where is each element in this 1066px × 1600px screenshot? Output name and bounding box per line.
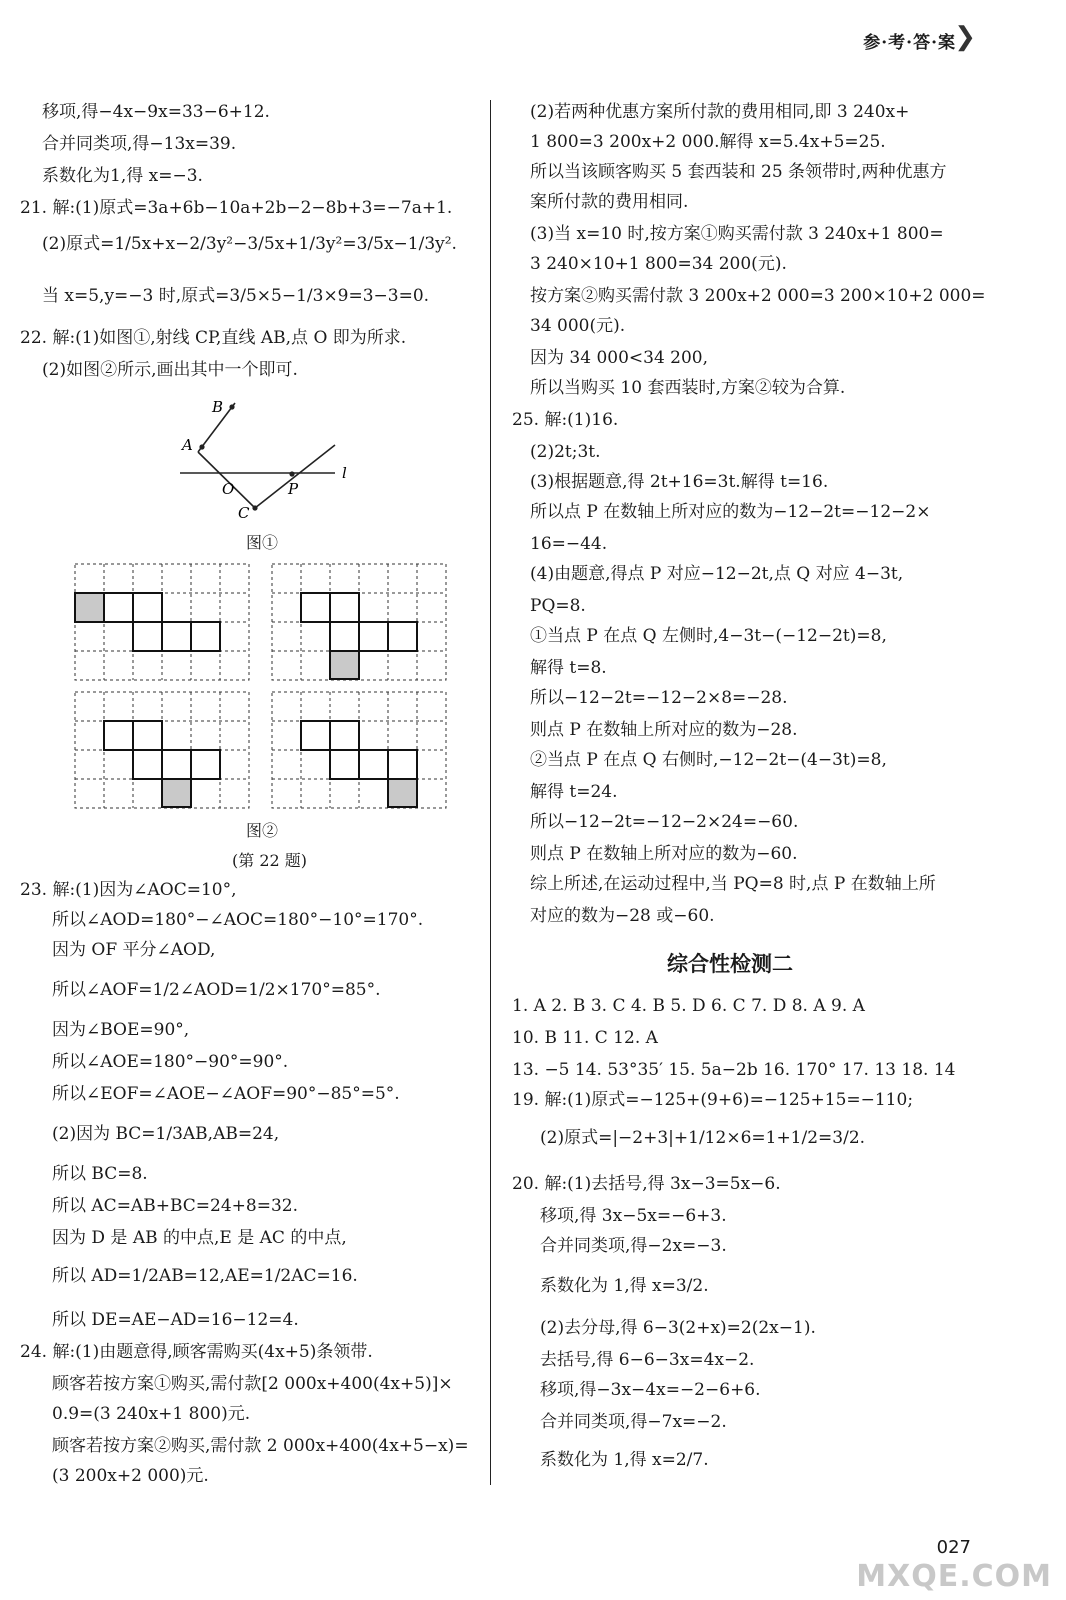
text-line: 所以−12−2t=−12−2×24=−60. [530, 812, 799, 832]
label-P: P [288, 480, 299, 498]
text-line: 16=−44. [530, 534, 608, 554]
answer-line: 去括号,得 6−6−3x=4x−2. [540, 1350, 755, 1370]
text-line: 22. 解:(1)如图①,射线 CP,直线 AB,点 O 即为所求. [20, 328, 407, 348]
label-l: l [342, 464, 347, 482]
text-line: 因为 D 是 AB 的中点,E 是 AC 的中点, [52, 1228, 347, 1248]
text-line: 解得 t=8. [530, 658, 607, 678]
text-line: PQ=8. [530, 596, 586, 616]
text-line: 因为 34 000<34 200, [530, 348, 709, 368]
text-line: (2)2t;3t. [530, 442, 601, 462]
label-O: O [222, 480, 235, 498]
answer-line: (2)原式=|−2+3|+1/12×6=1+1/2=3/2. [540, 1128, 866, 1148]
text-line: 所以 AD=1/2AB=12,AE=1/2AC=16. [52, 1266, 358, 1286]
answer-line: 10. B 11. C 12. A [512, 1028, 658, 1048]
text-line: (3)根据题意,得 2t+16=3t.解得 t=16. [530, 472, 829, 492]
header-title: 参·考·答·案 [863, 33, 956, 53]
text-line: ②当点 P 在点 Q 右侧时,−12−2t−(4−3t)=8, [530, 750, 887, 770]
text-line: 合并同类项,得−13x=39. [42, 134, 237, 154]
watermark-logo: MXQE.COM [856, 1559, 1052, 1594]
grid-1 [75, 564, 249, 680]
text-line: 24. 解:(1)由题意得,顾客需购买(4x+5)条领带. [20, 1342, 373, 1362]
grid-3 [75, 692, 249, 808]
chevron-right-icon: ❯ [954, 22, 976, 52]
text-line: 所以当购买 10 套西装时,方案②较为合算. [530, 378, 846, 398]
text-line: 解得 t=24. [530, 782, 618, 802]
label-A: A [182, 436, 193, 454]
text-line: 1 800=3 200x+2 000.解得 x=5.4x+5=25. [530, 132, 886, 152]
text-line: 所以 AC=AB+BC=24+8=32. [52, 1196, 298, 1216]
text-line: 顾客若按方案①购买,需付款[2 000x+400(4x+5)]× [52, 1374, 453, 1394]
text-line: ①当点 P 在点 Q 左侧时,4−3t−(−12−2t)=8, [530, 626, 887, 646]
answer-line: 系数化为 1,得 x=2/7. [540, 1450, 709, 1470]
text-line: 因为 OF 平分∠AOD, [52, 940, 216, 960]
text-line: 则点 P 在数轴上所对应的数为−60. [530, 844, 798, 864]
text-line: 21. 解:(1)原式=3a+6b−10a+2b−2−8b+3=−7a+1. [20, 198, 453, 218]
text-line: (2)因为 BC=1/3AB,AB=24, [52, 1124, 280, 1144]
text-line: (2)若两种优惠方案所付款的费用相同,即 3 240x+ [530, 102, 910, 122]
text-line: (3 200x+2 000)元. [52, 1466, 209, 1486]
text-line: 所以当该顾客购买 5 套西装和 25 条领带时,两种优惠方 [530, 162, 947, 182]
text-line: 所以 DE=AE−AD=16−12=4. [52, 1310, 299, 1330]
text-line: 所以∠AOD=180°−∠AOC=180°−10°=170°. [52, 910, 424, 930]
answer-line: 系数化为 1,得 x=3/2. [540, 1276, 709, 1296]
text-line: 则点 P 在数轴上所对应的数为−28. [530, 720, 798, 740]
text-line: 所以∠EOF=∠AOE−∠AOF=90°−85°=5°. [52, 1084, 400, 1104]
answer-line: 1. A 2. B 3. C 4. B 5. D 6. C 7. D 8. A 9. A [512, 996, 865, 1016]
figure-2 [70, 562, 450, 812]
text-line: 所以∠AOF=1/2∠AOD=1/2×170°=85°. [52, 980, 381, 1000]
text-line: 25. 解:(1)16. [512, 410, 619, 430]
answer-line: 移项,得 3x−5x=−6+3. [540, 1206, 727, 1226]
answer-line: 合并同类项,得−7x=−2. [540, 1412, 727, 1432]
text-line: 对应的数为−28 或−60. [530, 906, 715, 926]
text-line: (3)当 x=10 时,按方案①购买需付款 3 240x+1 800= [530, 224, 944, 244]
figure-2-caption: 图② [246, 821, 279, 840]
grid-4 [272, 692, 446, 808]
text-line: (4)由题意,得点 P 对应−12−2t,点 Q 对应 4−3t, [530, 564, 904, 584]
text-line: 0.9=(3 240x+1 800)元. [52, 1404, 251, 1424]
answer-line: 20. 解:(1)去括号,得 3x−3=5x−6. [512, 1174, 781, 1194]
text-line: 案所付款的费用相同. [530, 192, 689, 212]
text-line: 所以 BC=8. [52, 1164, 148, 1184]
answer-line: (2)去分母,得 6−3(2+x)=2(2x−1). [540, 1318, 816, 1338]
label-B: B [212, 398, 224, 416]
text-line: 因为∠BOE=90°, [52, 1020, 190, 1040]
text-line: 按方案②购买需付款 3 200x+2 000=3 200×10+2 000= [530, 286, 986, 306]
answer-line: 19. 解:(1)原式=−125+(9+6)=−125+15=−110; [512, 1090, 914, 1110]
answer-line: 13. −5 14. 53°35′ 15. 5a−2b 16. 170° 17. 13 18. 14 [512, 1060, 956, 1080]
label-C: C [238, 504, 250, 520]
section-title: 综合性检测二 [667, 952, 793, 976]
text-line: 系数化为1,得 x=−3. [42, 166, 203, 186]
text-line: 所以−12−2t=−12−2×8=−28. [530, 688, 788, 708]
figure-1-caption: 图① [246, 533, 279, 552]
text-line: 所以∠AOE=180°−90°=90°. [52, 1052, 289, 1072]
figure-caption: (第 22 题) [232, 851, 308, 870]
text-line: 综上所述,在运动过程中,当 PQ=8 时,点 P 在数轴上所 [530, 874, 936, 894]
answer-line: 移项,得−3x−4x=−2−6+6. [540, 1380, 761, 1400]
page-number: 027 [936, 1537, 971, 1558]
answer-line: 合并同类项,得−2x=−3. [540, 1236, 727, 1256]
text-line: 3 240×10+1 800=34 200(元). [530, 254, 787, 274]
text-line: (2)如图②所示,画出其中一个即可. [42, 360, 298, 380]
figure-1 [170, 390, 370, 520]
text-line: 顾客若按方案②购买,需付款 2 000x+400(4x+5−x)= [52, 1436, 469, 1456]
column-divider [490, 100, 491, 1485]
text-line: 所以点 P 在数轴上所对应的数为−12−2t=−12−2× [530, 502, 931, 522]
text-line: 23. 解:(1)因为∠AOC=10°, [20, 880, 237, 900]
text-line: (2)原式=1/5x+x−2/3y²−3/5x+1/3y²=3/5x−1/3y². [42, 234, 457, 254]
text-line: 34 000(元). [530, 316, 626, 336]
text-line: 移项,得−4x−9x=33−6+12. [42, 102, 270, 122]
text-line: 当 x=5,y=−3 时,原式=3/5×5−1/3×9=3−3=0. [42, 286, 430, 306]
grid-2 [272, 564, 446, 680]
